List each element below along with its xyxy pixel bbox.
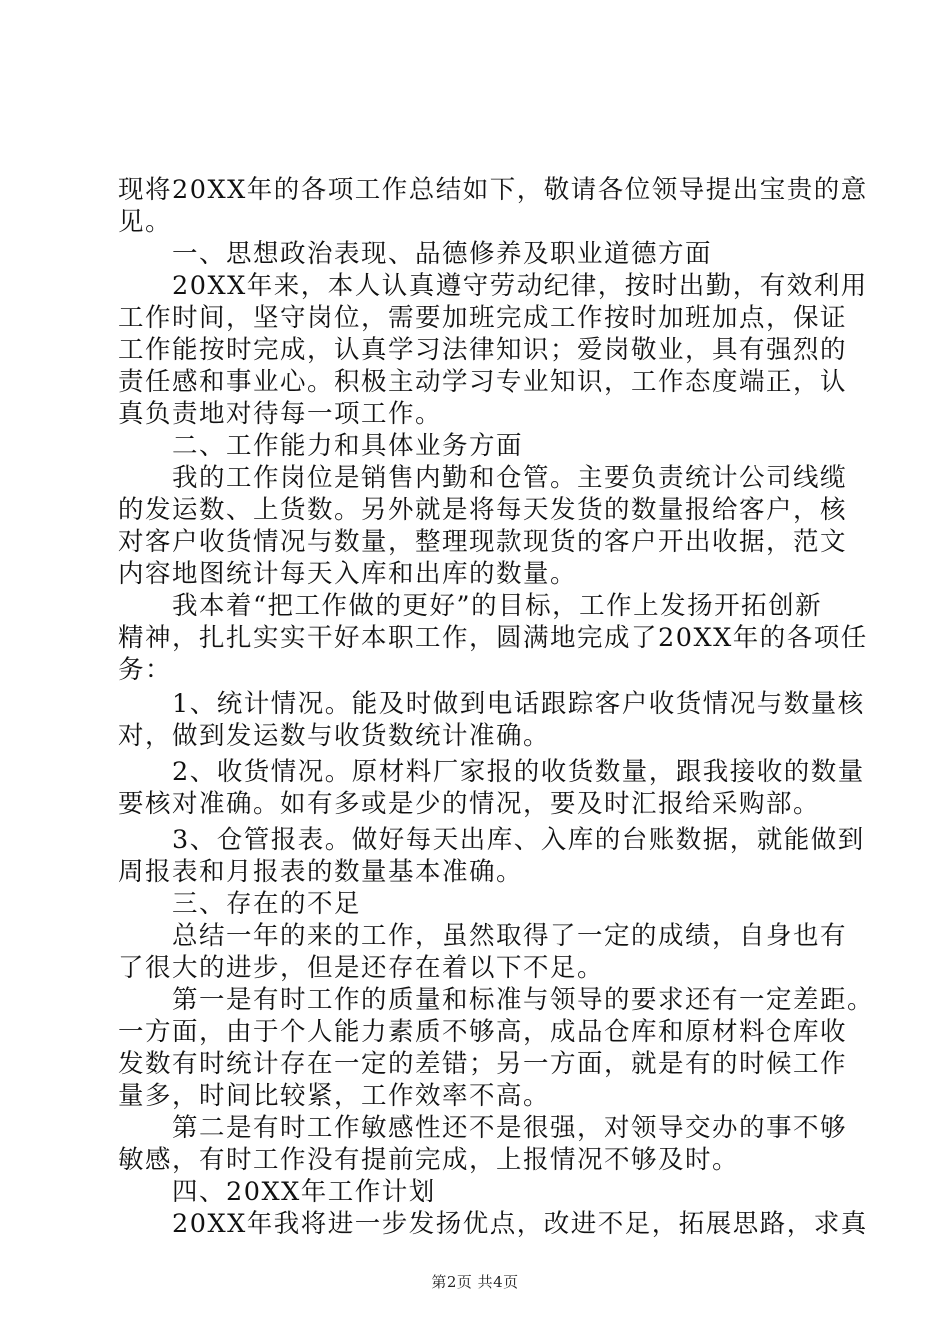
body-text-line: 见。 bbox=[118, 207, 173, 237]
body-text-line: 的发运数、上货数。另外就是将每天发货的数量报给客户，核 bbox=[118, 495, 848, 525]
body-text-line: 20XX年来，本人认真遵守劳动纪律，按时出勤，有效利用 bbox=[118, 271, 868, 301]
body-text-line: 我本着“把工作做的更好”的目标，工作上发扬开拓创新 bbox=[118, 591, 823, 621]
body-text-line: 我的工作岗位是销售内勤和仓管。主要负责统计公司线缆 bbox=[118, 463, 848, 493]
body-text-line: 发数有时统计存在一定的差错；另一方面，就是有的时候工作 bbox=[118, 1049, 848, 1079]
list-item-text: 3、仓管报表。做好每天出库、入库的台账数据，就能做到 bbox=[118, 825, 865, 855]
body-text-line: 工作能按时完成，认真学习法律知识；爱岗敬业，具有强烈的 bbox=[118, 335, 848, 365]
body-text-line: 对客户收货情况与数量，整理现款现货的客户开出收据，范文 bbox=[118, 527, 848, 557]
list-item-text: 1、统计情况。能及时做到电话跟踪客户收货情况与数量核 bbox=[118, 689, 865, 719]
list-item-text: 对，做到发运数与收货数统计准确。 bbox=[118, 721, 551, 751]
body-text-line: 务： bbox=[118, 655, 173, 685]
body-text-line: 总结一年的来的工作，虽然取得了一定的成绩，自身也有 bbox=[118, 921, 848, 951]
body-text-line: 一方面，由于个人能力素质不够高，成品仓库和原材料仓库收 bbox=[118, 1017, 848, 1047]
section-heading: 一、思想政治表现、品德修养及职业道德方面 bbox=[118, 239, 713, 269]
body-text-line: 敏感，有时工作没有提前完成，上报情况不够及时。 bbox=[118, 1145, 740, 1175]
body-text-line: 第一是有时工作的质量和标准与领导的要求还有一定差距。 bbox=[118, 985, 875, 1015]
list-item-text: 要核对准确。如有多或是少的情况，要及时汇报给采购部。 bbox=[118, 789, 821, 819]
body-text-line: 第二是有时工作敏感性还不是很强，对领导交办的事不够 bbox=[118, 1113, 848, 1143]
list-item-text: 2、收货情况。原材料厂家报的收货数量，跟我接收的数量 bbox=[118, 757, 865, 787]
section-heading: 二、工作能力和具体业务方面 bbox=[118, 431, 524, 461]
section-heading: 三、存在的不足 bbox=[118, 889, 362, 919]
section-heading: 四、20XX年工作计划 bbox=[118, 1177, 436, 1207]
body-text-line: 现将20XX年的各项工作总结如下，敬请各位领导提出宝贵的意 bbox=[118, 175, 868, 205]
body-text-line: 量多，时间比较紧，工作效率不高。 bbox=[118, 1081, 551, 1111]
list-item-text: 周报表和月报表的数量基本准确。 bbox=[118, 857, 524, 887]
body-text-line: 内容地图统计每天入库和出库的数量。 bbox=[118, 559, 578, 589]
body-text-line: 20XX年我将进一步发扬优点，改进不足，拓展思路，求真 bbox=[118, 1209, 868, 1239]
body-text-line: 了很大的进步，但是还存在着以下不足。 bbox=[118, 953, 605, 983]
page-number-footer: 第2页 共4页 bbox=[431, 1273, 519, 1291]
body-text-line: 真负责地对待每一项工作。 bbox=[118, 399, 443, 429]
body-text-line: 工作时间，坚守岗位，需要加班完成工作按时加班加点，保证 bbox=[118, 303, 848, 333]
body-text-line: 精神，扎扎实实干好本职工作，圆满地完成了20XX年的各项任 bbox=[118, 623, 868, 653]
body-text-line: 责任感和事业心。积极主动学习专业知识，工作态度端正，认 bbox=[118, 367, 848, 397]
